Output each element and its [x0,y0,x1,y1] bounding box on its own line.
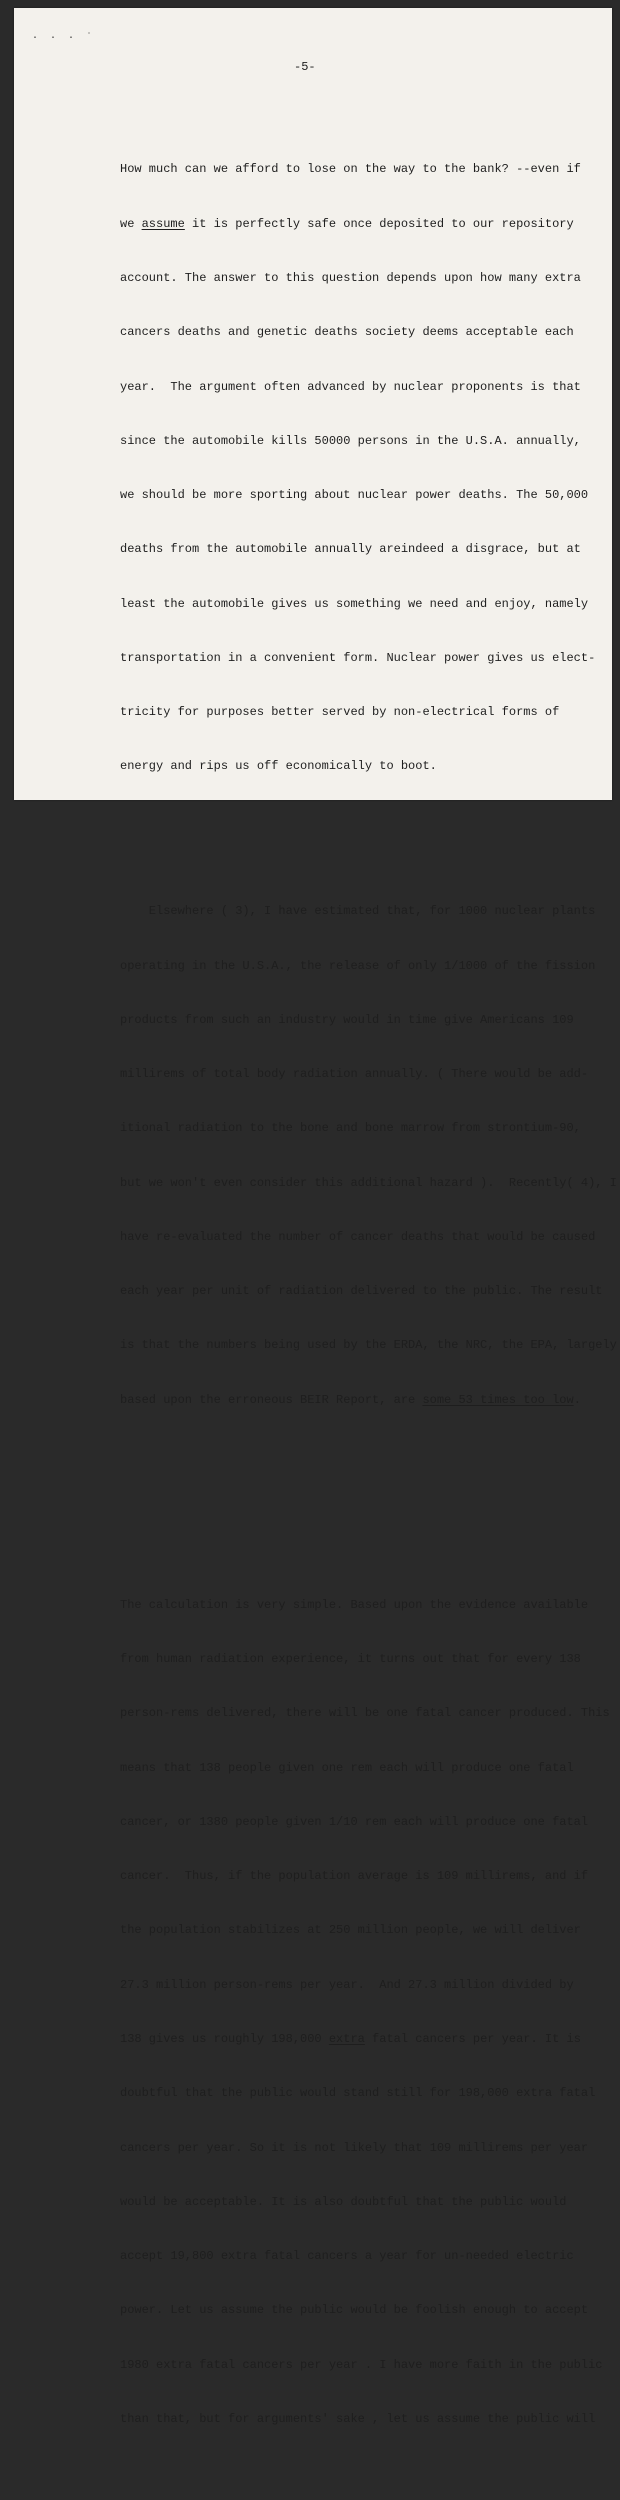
text-line: itional radiation to the bone and bone marrow from strontium-90, [120,1121,581,1136]
text-segment: based upon the erroneous BEIR Report, are [120,1392,423,1407]
text-line: cancer, or 1380 people given 1/10 rem each will produce one fatal [120,1814,589,1829]
paragraph-1 [120,124,596,812]
text-segment: . [573,1392,581,1407]
underlined-word: assume [141,216,185,231]
page-number: -5- [294,60,316,74]
paragraph-gap [120,1499,590,1505]
text-line: we should be more sporting about nuclear power deaths. The 50,000 [120,488,589,503]
text-line: have re-evaluated the number of cancer deaths that would be caused [120,1229,596,1244]
paragraph-3 [120,1560,610,2465]
text-line: doubtful that the public would stand still for 198,000 extra fatal [120,2086,596,2101]
text-line: 1980 extra fatal cancers per year . I have more faith in the public [120,2357,603,2372]
text-line [120,215,590,233]
text-line: is that the numbers being used by the ERDA, the NRC, the EPA, largely [120,1338,617,1353]
text-line: tricity for purposes better served by non-electrical forms of [120,705,560,720]
text-line: power. Let us assume the public would be foolish enough to accept [120,2303,589,2318]
text-segment: 138 gives us roughly 198,000 [120,2032,329,2047]
text-line: cancers per year. So it is not likely that 109 millirems per year [120,2140,589,2155]
underlined-phrase: some 53 times too low [422,1392,574,1407]
text-line: would be acceptable. It is also doubtful that the public would [120,2194,567,2209]
text-line: the population stabilizes at 250 million people, we will deliver [120,1923,581,1938]
paragraph-2 [120,866,617,1445]
text-segment: we [120,216,142,231]
corner-marks: · · · ˙ [32,33,96,44]
text-line: means that 138 people given one rem each will produce one fatal [120,1760,574,1775]
text-line: year. The argument often advanced by nuclear proponents is that [120,379,581,394]
text-line: from human radiation experience, it turns out that for every 138 [120,1652,581,1667]
text-line: The calculation is very simple. Based upon the evidence available [120,1597,589,1612]
text-line: transportation in a convenient form. Nuclear power gives us elect- [120,650,596,665]
text-line: person-rems delivered, there will be one fatal cancer produced. This [120,1706,610,1721]
text-line: millirems of total body radiation annually. ( There would be add- [120,1067,589,1082]
text-line: deaths from the automobile annually areindeed a disgrace, but at [120,542,581,557]
text-line: accept 19,800 extra fatal cancers a year for un-needed electric [120,2249,574,2264]
body-text [120,88,617,2500]
text-line: How much can we afford to lose on the way to the bank? --even if [120,162,581,177]
text-line: Elsewhere ( 3), I have estimated that, for 1000 nuclear plants [120,904,596,919]
text-line: products from such an industry would in time give Americans 109 [120,1012,574,1027]
text-line: operating in the U.S.A., the release of only 1/1000 of the fission [120,958,596,973]
text-line [120,2030,590,2048]
text-line: but we won't even consider this additional hazard ). Recently( 4), I [120,1175,617,1190]
text-segment: it is perfectly safe once deposited to our repository [184,216,574,231]
text-line: cancers deaths and genetic deaths society deems acceptable each [120,325,574,340]
text-segment: fatal cancers per year. It is [364,2032,581,2047]
text-line: least the automobile gives us something we need and enjoy, namely [120,596,589,611]
text-line: 27.3 million person-rems per year. And 27.3 million divided by [120,1977,574,1992]
document-page [14,8,617,2426]
text-line: than that, but for arguments' sake , let us assume the public will [120,2412,596,2426]
text-line: cancer. Thus, if the population average is 109 millirems, and if [120,1869,589,1884]
text-line: each year per unit of radiation delivered to the public. The result [120,1284,603,1299]
text-line: since the automobile kills 50000 persons in the U.S.A. annually, [120,433,581,448]
underlined-word: extra [328,2032,365,2047]
text-line: account. The answer to this question depends upon how many extra [120,270,581,285]
text-line: energy and rips us off economically to boot. [120,759,437,774]
text-line [120,1391,590,1409]
